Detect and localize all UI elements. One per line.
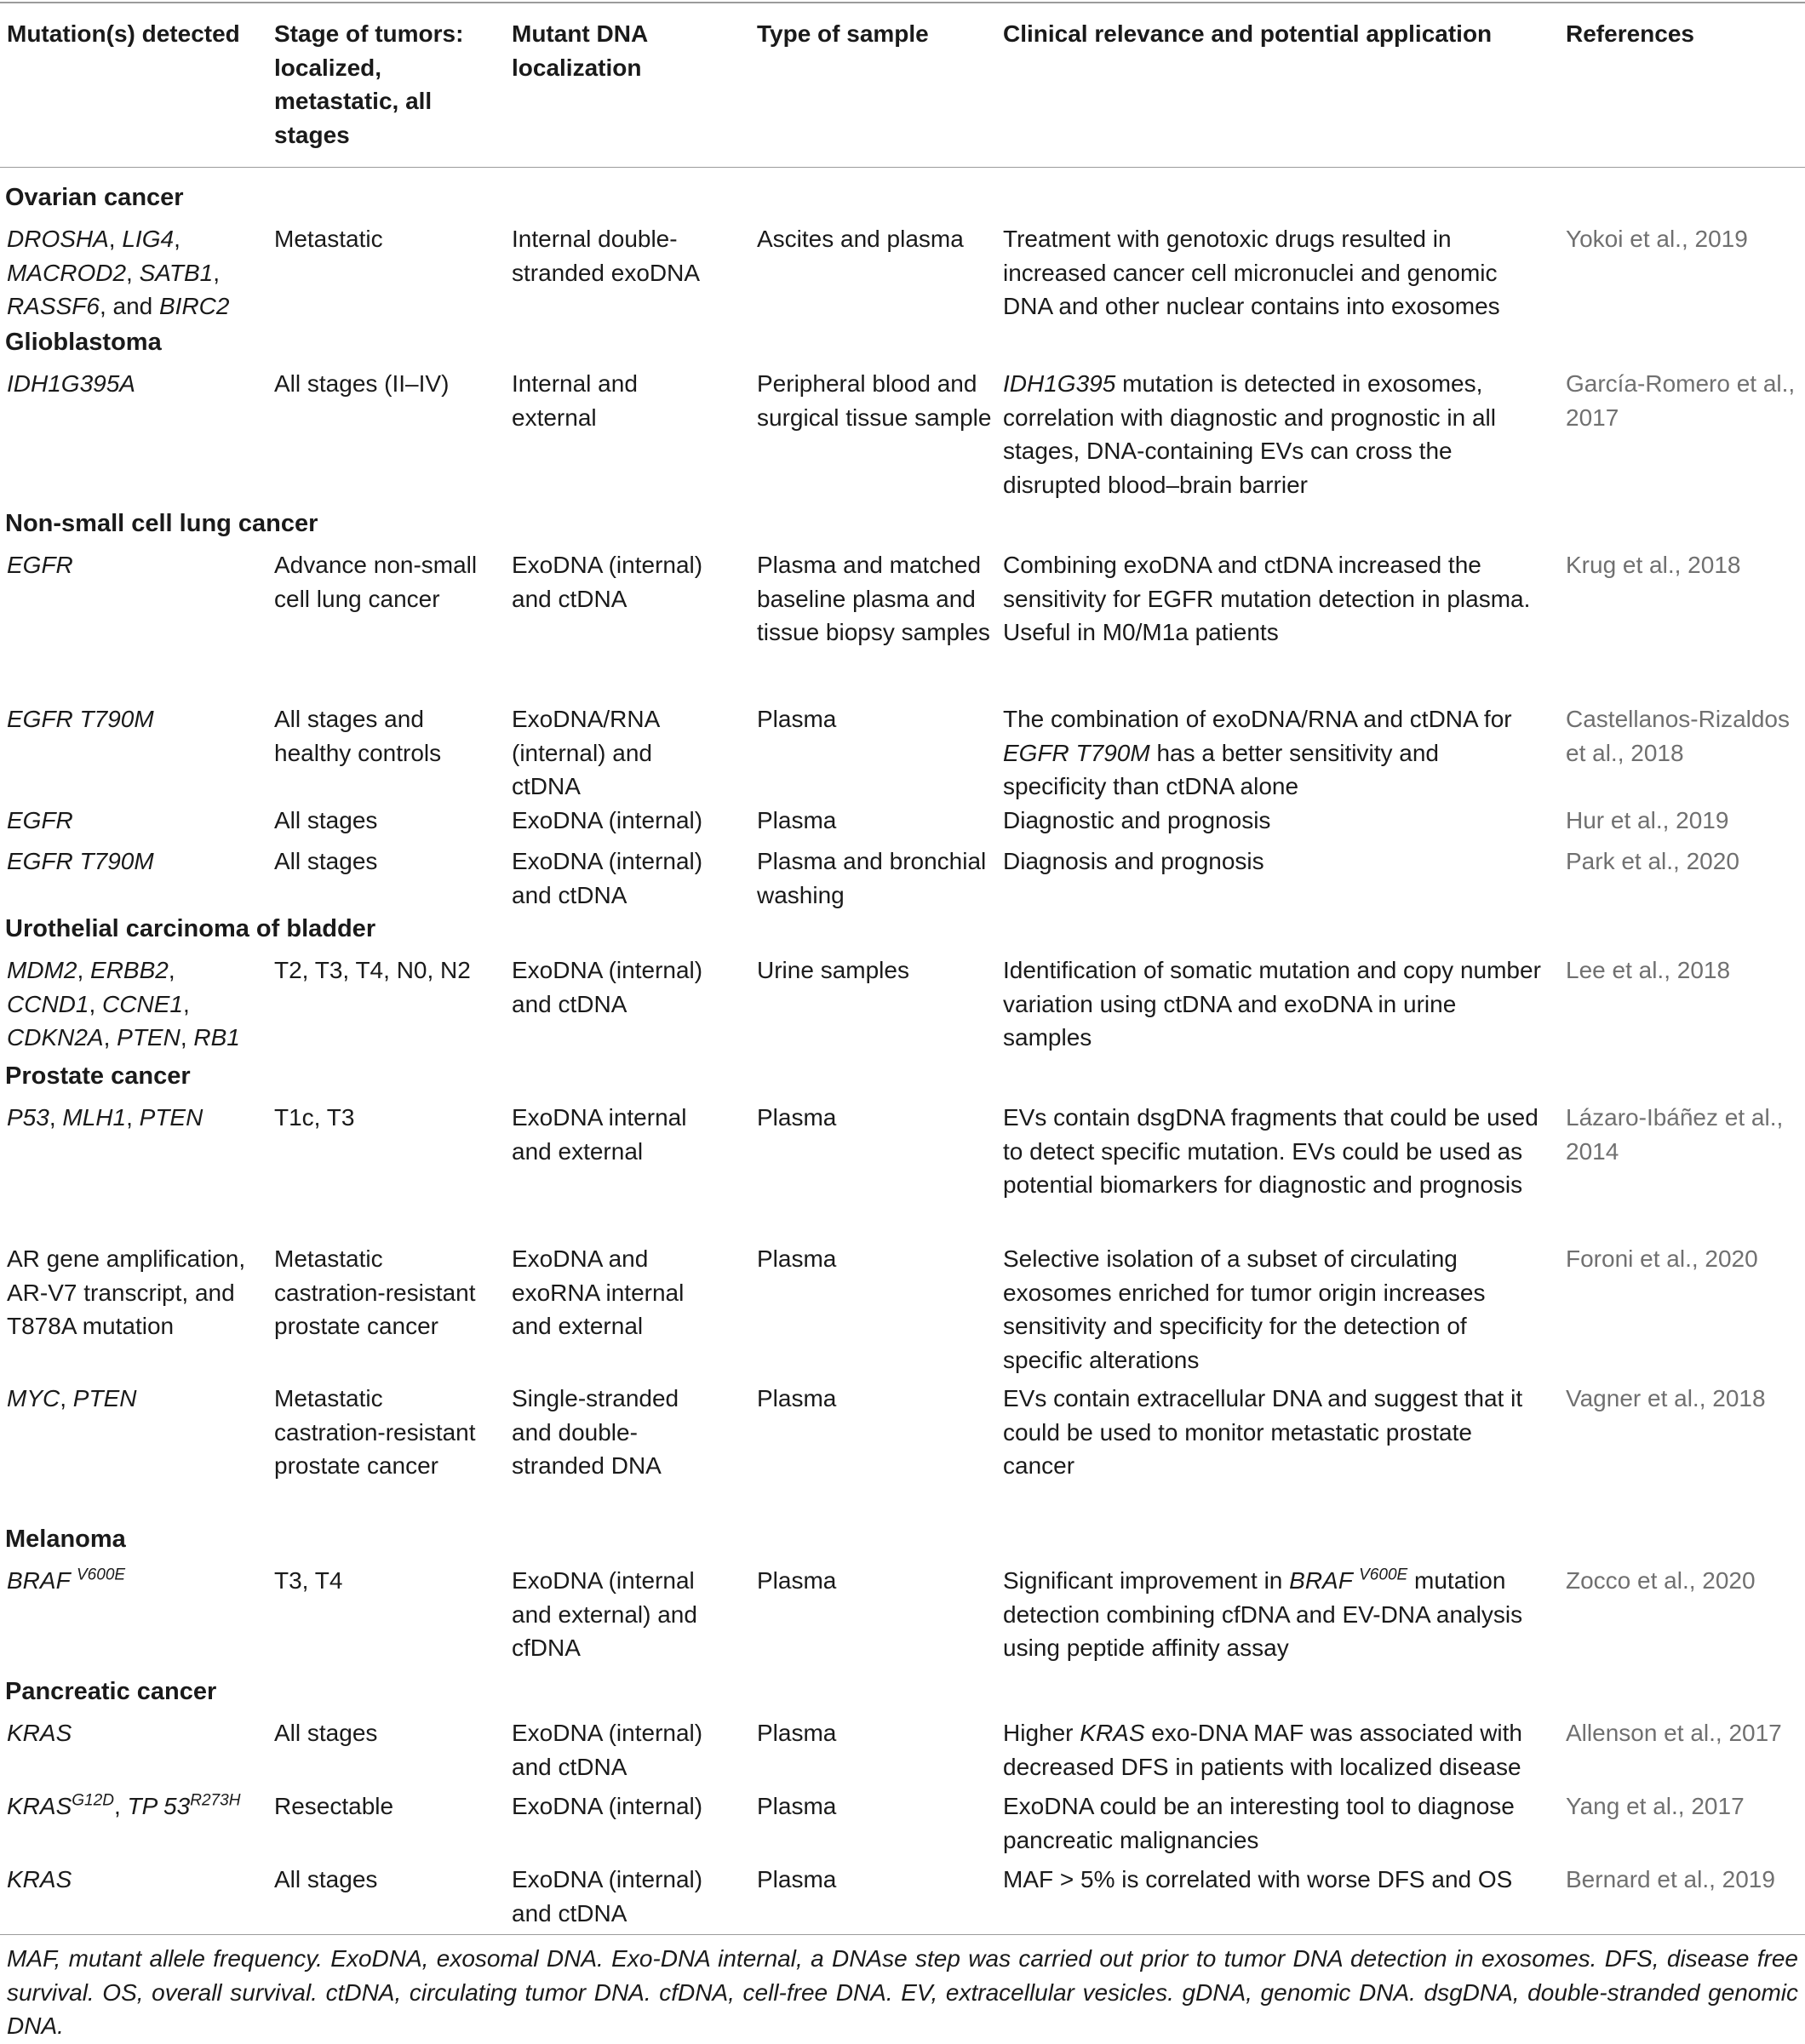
cell-localization: ExoDNA internal and external (512, 1104, 687, 1165)
cell-mutation: MYC, PTEN (7, 1385, 137, 1411)
cell-sample: Plasma (757, 1793, 837, 1819)
cell-clinical: EVs contain extracellular DNA and suggest that it could be used to monitor metastatic prostate cancer (1003, 1385, 1523, 1479)
header-references: References (1566, 20, 1694, 47)
cell-reference: Hur et al., 2019 (1566, 807, 1729, 833)
cell-clinical: Treatment with genotoxic drugs resulted in increased cancer cell micronuclei and genomic DNA and other nuclear contains into exosomes (1003, 226, 1500, 319)
cell-mutation: KRAS (7, 1866, 72, 1892)
cell-reference: Lázaro-Ibáñez et al., 2014 (1566, 1104, 1784, 1165)
cell-localization: Internal double-stranded exoDNA (512, 226, 701, 286)
cell-sample: Plasma (757, 1720, 837, 1746)
section-heading: Non-small cell lung cancer (5, 510, 318, 537)
cell-localization: ExoDNA and exoRNA internal and external (512, 1245, 685, 1339)
cell-mutation: EGFR (7, 552, 73, 578)
cell-stage: Metastatic (274, 226, 383, 252)
cell-stage: All stages and healthy controls (274, 706, 442, 766)
cell-clinical: Diagnostic and prognosis (1003, 807, 1271, 833)
header-mutation: Mutation(s) detected (7, 20, 240, 47)
header-sample: Type of sample (757, 20, 929, 47)
cell-clinical: Higher KRAS exo-DNA MAF was associated with decreased DFS in patients with localized disease (1003, 1720, 1523, 1780)
cell-reference: Allenson et al., 2017 (1566, 1720, 1782, 1746)
cell-reference: Yokoi et al., 2019 (1566, 226, 1748, 252)
cell-sample: Plasma (757, 1866, 837, 1892)
cell-reference: Yang et al., 2017 (1566, 1793, 1745, 1819)
cell-localization: ExoDNA (internal and external) and cfDNA (512, 1567, 697, 1661)
cell-localization: ExoDNA (internal) and ctDNA (512, 1866, 703, 1927)
cell-localization: ExoDNA (internal) (512, 807, 703, 833)
cell-mutation: IDH1G395A (7, 370, 135, 397)
cell-stage: All stages (274, 848, 378, 874)
cell-sample: Plasma (757, 1567, 837, 1594)
cell-sample: Ascites and plasma (757, 226, 964, 252)
bottom-rule (0, 1934, 1805, 1935)
cell-localization: ExoDNA (internal) and ctDNA (512, 552, 703, 612)
cell-stage: T3, T4 (274, 1567, 343, 1594)
section-heading: Prostate cancer (5, 1062, 191, 1090)
cell-reference: Park et al., 2020 (1566, 848, 1739, 874)
cell-mutation: P53, MLH1, PTEN (7, 1104, 203, 1131)
cell-sample: Plasma (757, 1104, 837, 1131)
cell-stage: All stages (274, 1720, 378, 1746)
cell-clinical: Combining exoDNA and ctDNA increased the sensitivity for EGFR mutation detection in plasma. Useful in M0/M1a patients (1003, 552, 1531, 645)
cell-localization: ExoDNA (internal) (512, 1793, 703, 1819)
cell-clinical: Selective isolation of a subset of circulating exosomes enriched for tumor origin increases sensitivity and specificity for the detection of specific alterations (1003, 1245, 1486, 1373)
cell-clinical: EVs contain dsgDNA fragments that could be used to detect specific mutation. EVs could be used as potential biomarkers for diagnostic and prognosis (1003, 1104, 1539, 1198)
cell-mutation: BRAF $^{V600E}$ (7, 1566, 126, 1594)
cell-mutation: AR gene amplification, AR-V7 transcript, and T878A mutation (7, 1245, 246, 1339)
cell-sample: Peripheral blood and surgical tissue sample (757, 370, 992, 431)
cell-reference: Krug et al., 2018 (1566, 552, 1741, 578)
cell-sample: Plasma (757, 807, 837, 833)
cell-mutation: MDM2, ERBB2, CCND1, CCNE1, CDKN2A, PTEN, RB1 (7, 957, 240, 1051)
cell-sample: Plasma (757, 1385, 837, 1411)
cell-clinical: Diagnosis and prognosis (1003, 848, 1264, 874)
cell-localization: ExoDNA/RNA (internal) and ctDNA (512, 706, 659, 799)
cell-stage: T1c, T3 (274, 1104, 355, 1131)
cell-stage: Advance non-small cell lung cancer (274, 552, 478, 612)
top-rule (0, 2, 1805, 3)
cell-reference: Foroni et al., 2020 (1566, 1245, 1758, 1272)
cell-reference: Bernard et al., 2019 (1566, 1866, 1775, 1892)
section-heading: Melanoma (5, 1526, 126, 1553)
cell-stage: Metastatic castration-resistant prostate cancer (274, 1385, 476, 1479)
cell-reference: Lee et al., 2018 (1566, 957, 1731, 983)
cell-reference: Castellanos-Rizaldos et al., 2018 (1566, 706, 1791, 766)
cell-stage: Metastatic castration-resistant prostate cancer (274, 1245, 476, 1339)
header-rule (0, 167, 1805, 168)
section-heading: Glioblastoma (5, 329, 162, 356)
cell-mutation: EGFR T790M (7, 706, 154, 732)
cell-reference: Vagner et al., 2018 (1566, 1385, 1766, 1411)
cell-sample: Urine samples (757, 957, 909, 983)
cell-clinical: ExoDNA could be an interesting tool to diagnose pancreatic malignancies (1003, 1793, 1515, 1853)
cell-mutation: KRAS (7, 1720, 72, 1746)
cell-sample: Plasma (757, 1245, 837, 1272)
table-footnote: MAF, mutant allele frequency. ExoDNA, exosomal DNA. Exo-DNA internal, a DNAse step was carried out prior to tumor DNA detection in exosomes. DFS, disease free survival. OS, overall survival. ctDNA, circulating tumor DNA. cfDNA, cell-free DNA. EV, extracellular vesicles. gDNA, genomic DNA. dsgDNA, double-stranded genomic DNA. (7, 1945, 1798, 2039)
cell-stage: T2, T3, T4, N0, N2 (274, 957, 471, 983)
header-localization: Mutant DNA localization (512, 20, 648, 81)
cell-mutation: EGFR T790M (7, 848, 154, 874)
cell-reference: García-Romero et al., 2017 (1566, 370, 1796, 431)
section-heading: Pancreatic cancer (5, 1678, 217, 1705)
cell-clinical: MAF > 5% is correlated with worse DFS and OS (1003, 1866, 1513, 1892)
cell-clinical: Significant improvement in BRAF $^{V600E}$ mutation detection combining cfDNA and EV-DNA analysis using peptide affinity assay (1003, 1566, 1523, 1661)
cell-localization: ExoDNA (internal) and ctDNA (512, 1720, 703, 1780)
cell-sample: Plasma and bronchial washing (757, 848, 987, 908)
cell-localization: ExoDNA (internal) and ctDNA (512, 848, 703, 908)
cell-localization: Internal and external (512, 370, 638, 431)
cell-clinical: Identification of somatic mutation and copy number variation using ctDNA and exoDNA in urine samples (1003, 957, 1541, 1051)
cell-stage: All stages (274, 1866, 378, 1892)
section-heading: Ovarian cancer (5, 184, 184, 211)
cell-clinical: IDH1G395 mutation is detected in exosomes, correlation with diagnostic and prognostic in all stages, DNA-containing EVs can cross the disrupted blood–brain barrier (1003, 370, 1496, 498)
cell-sample: Plasma and matched baseline plasma and tissue biopsy samples (757, 552, 990, 645)
cell-mutation: EGFR (7, 807, 73, 833)
header-stage: Stage of tumors: localized, metastatic, all stages (274, 20, 464, 148)
header-clinical: Clinical relevance and potential application (1003, 20, 1493, 47)
cell-stage: All stages (II–IV) (274, 370, 450, 397)
cell-localization: Single-stranded and double-stranded DNA (512, 1385, 679, 1479)
cell-stage: All stages (274, 807, 378, 833)
section-heading: Urothelial carcinoma of bladder (5, 915, 376, 942)
cell-sample: Plasma (757, 706, 837, 732)
cell-mutation: DROSHA, LIG4, MACROD2, SATB1, RASSF6, and BIRC2 (7, 226, 230, 319)
cell-reference: Zocco et al., 2020 (1566, 1567, 1756, 1594)
cell-localization: ExoDNA (internal) and ctDNA (512, 957, 703, 1017)
cell-stage: Resectable (274, 1793, 394, 1819)
cell-clinical: The combination of exoDNA/RNA and ctDNA for EGFR T790M has a better sensitivity and specificity than ctDNA alone (1003, 706, 1512, 799)
cell-mutation: $KRAS^{G12D}$, TP $53^{R273H}$ (7, 1791, 241, 1819)
